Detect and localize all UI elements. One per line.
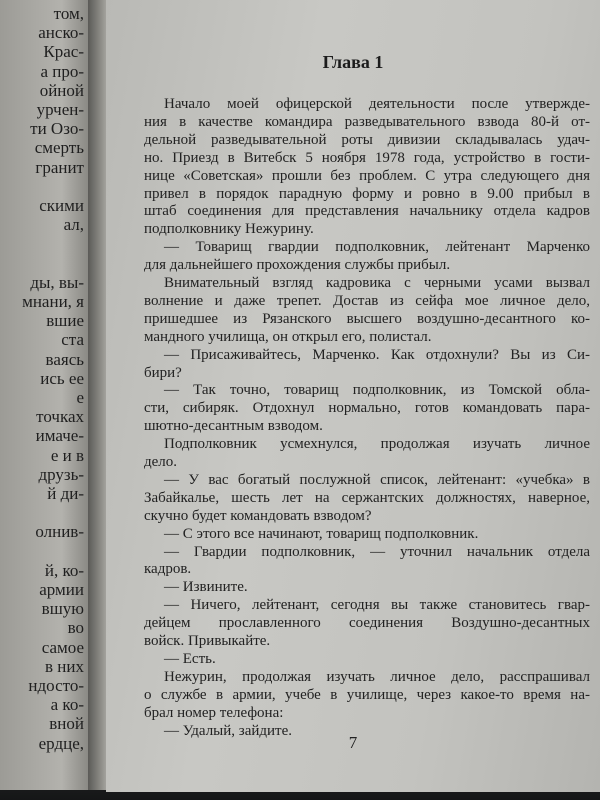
text-line: — Есть. xyxy=(164,650,216,667)
left-page-line: самое xyxy=(41,637,84,657)
text-line: пришедшее из Рязанского высшего воздушно-десантного ко- xyxy=(144,310,590,327)
text-line: волнение и даже трепет. Достав из сейфа мое личное дело, xyxy=(144,292,590,309)
left-page-line: Крас- xyxy=(43,42,84,62)
text-line: — Гвардии подполковник, — уточнил начальник отдела xyxy=(164,543,590,560)
left-page-line: ндосто- xyxy=(28,676,84,695)
text-line: — С этого все начинают, товарищ подполковник. xyxy=(164,525,479,542)
left-page-line: вшие xyxy=(46,311,84,331)
text-line: войск. Привыкайте. xyxy=(144,633,271,649)
left-page-line: й, ко- xyxy=(44,560,84,580)
left-page-line: ваясь xyxy=(45,349,84,369)
text-line: подполковнику Нежурину. xyxy=(144,221,314,238)
left-page-line: анско- xyxy=(38,23,84,43)
left-page-line: в них xyxy=(45,656,84,676)
text-line: кадров. xyxy=(144,561,192,578)
left-page-line: во xyxy=(67,618,84,638)
page-number: 7 xyxy=(348,733,358,752)
left-page-line: ойной xyxy=(39,80,84,100)
left-page-line: мнани, я xyxy=(22,292,84,311)
left-page-line: олнив- xyxy=(35,522,84,542)
left-page xyxy=(0,0,88,790)
left-page-line: ал, xyxy=(63,215,84,235)
left-page-line: й ди- xyxy=(47,484,84,503)
text-line: брал номер телефона: xyxy=(144,704,284,721)
book-spine xyxy=(88,0,106,790)
left-page-line: ста xyxy=(61,330,84,350)
text-line: дело. xyxy=(144,454,178,470)
left-page-line: ти Озо- xyxy=(30,119,84,139)
left-page-line: урчен- xyxy=(36,100,84,119)
left-page-line: а про- xyxy=(40,61,84,81)
left-page-line: точках xyxy=(36,407,84,427)
text-line: мандного училища, он открыл его, полистал. xyxy=(144,328,432,345)
text-line: Начало моей офицерской деятельности после утвержде- xyxy=(164,96,590,112)
left-page-line: смерть xyxy=(34,138,84,158)
text-line: но. Приезд в Витебск 5 ноября 1978 года, устройство в гости- xyxy=(144,149,590,166)
left-page-line: а ко- xyxy=(50,695,84,715)
text-line: — Извините. xyxy=(164,579,248,596)
text-line: нице «Советская» прошли без проблем. С утра следующего дня xyxy=(144,167,590,184)
left-page-line: гранит xyxy=(35,157,84,177)
text-line: — Удалый, зайдите. xyxy=(164,722,293,739)
left-page-line: скими xyxy=(39,196,84,215)
text-line: ния в качестве командира разведывательного взвода 80-й от- xyxy=(144,113,590,130)
text-line: для дальнейшего прохождения службы прибыл. xyxy=(144,257,451,274)
right-page xyxy=(106,0,600,792)
left-page-line: друзь- xyxy=(38,464,84,484)
text-line: — Товарищ гвардии подполковник, лейтенант Марченко xyxy=(164,239,590,256)
left-page-line: армии xyxy=(39,580,84,599)
text-line: штаб соединения для представления начальнику отдела кадров xyxy=(144,203,590,220)
text-line: скучно будет командовать взводом? xyxy=(144,507,372,524)
text-line: — У вас богатый послужной список, лейтенант: «учебка» в xyxy=(164,471,590,488)
left-page-line: ды, вы- xyxy=(30,272,84,292)
text-line: бири? xyxy=(144,364,182,381)
text-line: привел в порядок парадную форму и ровно в 9.00 прибыл в xyxy=(144,185,590,202)
text-line: шютно-десантным взводом. xyxy=(144,418,323,435)
left-page-line: ердце, xyxy=(38,733,84,753)
chapter-title: Глава 1 xyxy=(322,52,384,72)
text-line: о службе в армии, учебе в училище, через какое-то время на- xyxy=(144,686,590,703)
left-page-line: е и в xyxy=(50,445,84,465)
text-line: Внимательный взгляд кадровика с черными усами вызвал xyxy=(164,275,590,291)
text-line: Нежурин, продолжая изучать личное дело, расспрашивал xyxy=(164,668,590,685)
left-page-line: вшую xyxy=(41,599,84,619)
left-page-line: е xyxy=(76,388,84,407)
text-line: дельной разведывательной роты дивизии складывалась удач- xyxy=(144,131,590,148)
text-line: Забайкалье, шесть лет на сержантских должностях, наверное, xyxy=(144,489,590,506)
left-page-line: вной xyxy=(49,714,84,734)
left-page-line: ись ее xyxy=(40,368,84,388)
text-line: — Так точно, товарищ подполковник, из Томской обла- xyxy=(164,382,590,399)
text-line: сти, сибиряк. Отдохнул нормально, готов командовать пара- xyxy=(144,400,590,417)
text-line: Подполковник усмехнулся, продолжая изучать личное xyxy=(164,436,590,453)
text-line: — Присаживайтесь, Марченко. Как отдохнули? Вы из Си- xyxy=(164,346,590,363)
text-line: дейцем прославленного соединения Воздушно-десантных xyxy=(144,615,590,632)
left-page-line: имаче- xyxy=(35,426,84,446)
left-page-line: том, xyxy=(53,4,84,23)
text-line: — Ничего, лейтенант, сегодня вы также становитесь гвар- xyxy=(164,597,590,614)
